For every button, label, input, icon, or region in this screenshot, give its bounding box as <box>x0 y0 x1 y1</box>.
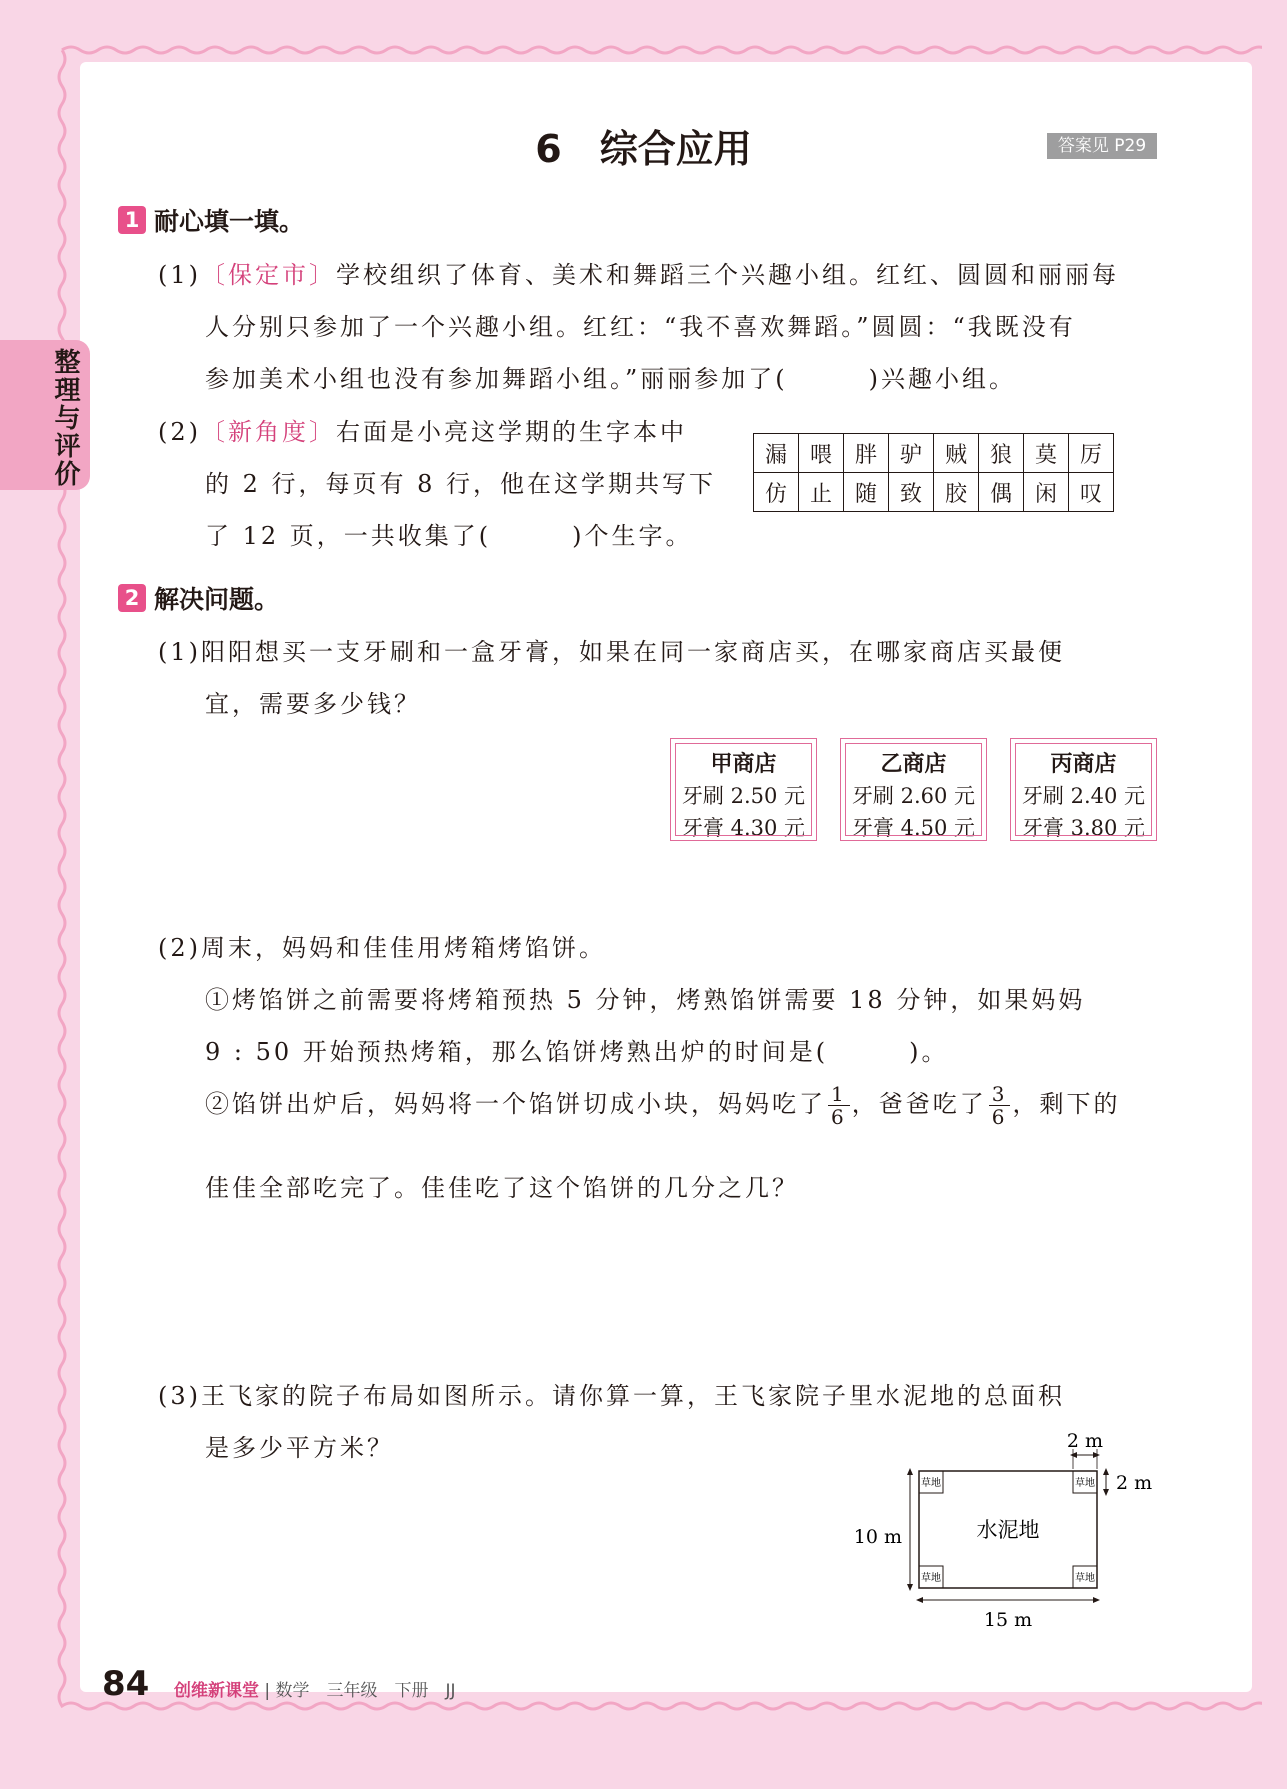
store-name: 甲商店 <box>710 752 777 777</box>
table-row <box>754 473 1114 512</box>
char-cell: 闲 <box>1024 473 1069 512</box>
s2-q2b-pre: ②馅饼出炉后，妈妈将一个馅饼切成小块，妈妈吃了 <box>205 1090 826 1118</box>
char-cell: 漏 <box>754 434 799 473</box>
s1-q1-text1: 学校组织了体育、美术和舞蹈三个兴趣小组。红红、圆圆和丽丽每 <box>336 261 1119 289</box>
section2-number: 2 <box>118 584 146 612</box>
side-tab <box>0 340 90 490</box>
s1-q2-label: (2) <box>158 418 201 446</box>
footer-course: 数学 三年级 下册 JJ <box>275 1681 456 1701</box>
fraction-three-sixths <box>989 1083 1011 1128</box>
store-brush-price: 牙刷 2.50 元 <box>681 784 806 808</box>
footer-info: 创维新课堂 | 数学 三年级 下册 JJ <box>174 1681 456 1701</box>
s1-q2-line2: 的 2 行，每页有 8 行，他在这学期共写下 <box>205 470 717 498</box>
frac-denominator: 6 <box>831 1105 847 1129</box>
page-title: 6 综合应用 <box>535 127 752 171</box>
char-cell: 偶 <box>979 473 1024 512</box>
s1-q1-line3: 参加美术小组也没有参加舞蹈小组。”丽丽参加了( )兴趣小组。 <box>205 365 1016 393</box>
s2-q2b-mid: ，爸爸吃了 <box>851 1090 987 1118</box>
s1-q1-line1 <box>158 255 1119 290</box>
s1-q1-line2: 人分别只参加了一个兴趣小组。红红：“我不喜欢舞蹈。”圆圆：“我既没有 <box>205 313 1076 341</box>
char-cell: 叹 <box>1069 473 1114 512</box>
store-brush-price: 牙刷 2.40 元 <box>1021 784 1146 808</box>
s2-q3-line1: (3)王飞家的院子布局如图所示。请你算一算，王飞家院子里水泥地的总面积 <box>158 1382 1065 1410</box>
s2-q1-line1: (1)阳阳想买一支牙刷和一盒牙膏，如果在同一家商店买，在哪家商店买最便 <box>158 638 1065 666</box>
frac-denominator: 6 <box>991 1105 1008 1129</box>
char-cell: 胶 <box>934 473 979 512</box>
frac-numerator: 1 <box>828 1083 850 1106</box>
store-paste-price: 牙膏 4.30 元 <box>681 816 806 840</box>
s2-q2a-line1: ①烤馅饼之前需要将烤箱预热 5 分钟，烤熟馅饼需要 18 分钟，如果妈妈 <box>205 986 1086 1014</box>
grass-label: 草地 <box>1075 1573 1095 1584</box>
char-cell: 致 <box>889 473 934 512</box>
s2-q2-intro: (2)周末，妈妈和佳佳用烤箱烤馅饼。 <box>158 934 606 962</box>
store-card-bing <box>1010 738 1157 841</box>
page-number: 84 <box>102 1664 150 1704</box>
char-cell: 止 <box>799 473 844 512</box>
char-cell: 仿 <box>754 473 799 512</box>
s1-q2-tag: 〔新角度〕 <box>201 418 336 446</box>
char-cell: 厉 <box>1069 434 1114 473</box>
dim-top: 2 m <box>1066 1430 1104 1452</box>
s2-q1-line2: 宜，需要多少钱？ <box>205 690 421 718</box>
s2-q3-line2: 是多少平方米？ <box>205 1434 394 1462</box>
s1-q1-label: (1) <box>158 261 201 289</box>
char-cell: 随 <box>844 473 889 512</box>
store-paste-price: 牙膏 4.50 元 <box>851 816 976 840</box>
table-row <box>754 434 1114 473</box>
store-name: 丙商店 <box>1050 752 1117 777</box>
store-card-jia <box>670 738 817 841</box>
char-cell: 莫 <box>1024 434 1069 473</box>
s1-q1-tag: 〔保定市〕 <box>201 261 336 289</box>
s1-q2-text1: 右面是小亮这学期的生字本中 <box>336 418 687 446</box>
char-cell: 喂 <box>799 434 844 473</box>
s2-q2b-line2: 佳佳全部吃完了。佳佳吃了这个馅饼的几分之几？ <box>205 1174 799 1202</box>
section2-title: 解决问题。 <box>154 585 280 614</box>
s2-q2b-line1 <box>205 1083 1120 1128</box>
footer-brand: 创维新课堂 <box>174 1681 259 1701</box>
s1-q2-line3: 了 12 页，一共收集了( )个生字。 <box>205 522 693 550</box>
char-cell: 驴 <box>889 434 934 473</box>
grass-label: 草地 <box>921 1478 941 1489</box>
store-paste-price: 牙膏 3.80 元 <box>1021 816 1146 840</box>
grass-label: 草地 <box>921 1573 941 1584</box>
character-table <box>753 433 1114 512</box>
s2-q2b-post: ，剩下的 <box>1012 1090 1121 1118</box>
s2-q2a-line2: 9 : 50 开始预热烤箱，那么馅饼烤熟出炉的时间是( )。 <box>205 1038 949 1066</box>
dim-right: 2 m <box>1116 1472 1153 1494</box>
store-card-yi <box>840 738 987 841</box>
section1-title: 耐心填一填。 <box>154 207 305 236</box>
s1-q2-line1 <box>158 412 687 447</box>
section1-heading <box>118 202 304 238</box>
answer-reference: 答案见 P29 <box>1047 133 1157 159</box>
fraction-one-sixth <box>828 1083 850 1128</box>
cement-label: 水泥地 <box>976 1518 1040 1542</box>
section2-heading <box>118 580 279 616</box>
dim-left: 10 m <box>853 1526 902 1548</box>
store-name: 乙商店 <box>880 752 947 777</box>
section1-number: 1 <box>118 206 146 234</box>
side-tab-label: 整理与评价 <box>50 348 80 488</box>
char-cell: 狼 <box>979 434 1024 473</box>
char-cell: 胖 <box>844 434 889 473</box>
grass-label: 草地 <box>1075 1478 1095 1489</box>
yard-diagram <box>840 1425 1170 1635</box>
store-brush-price: 牙刷 2.60 元 <box>851 784 976 808</box>
dim-bottom: 15 m <box>983 1609 1033 1631</box>
frac-numerator: 3 <box>989 1083 1011 1106</box>
char-cell: 贼 <box>934 434 979 473</box>
